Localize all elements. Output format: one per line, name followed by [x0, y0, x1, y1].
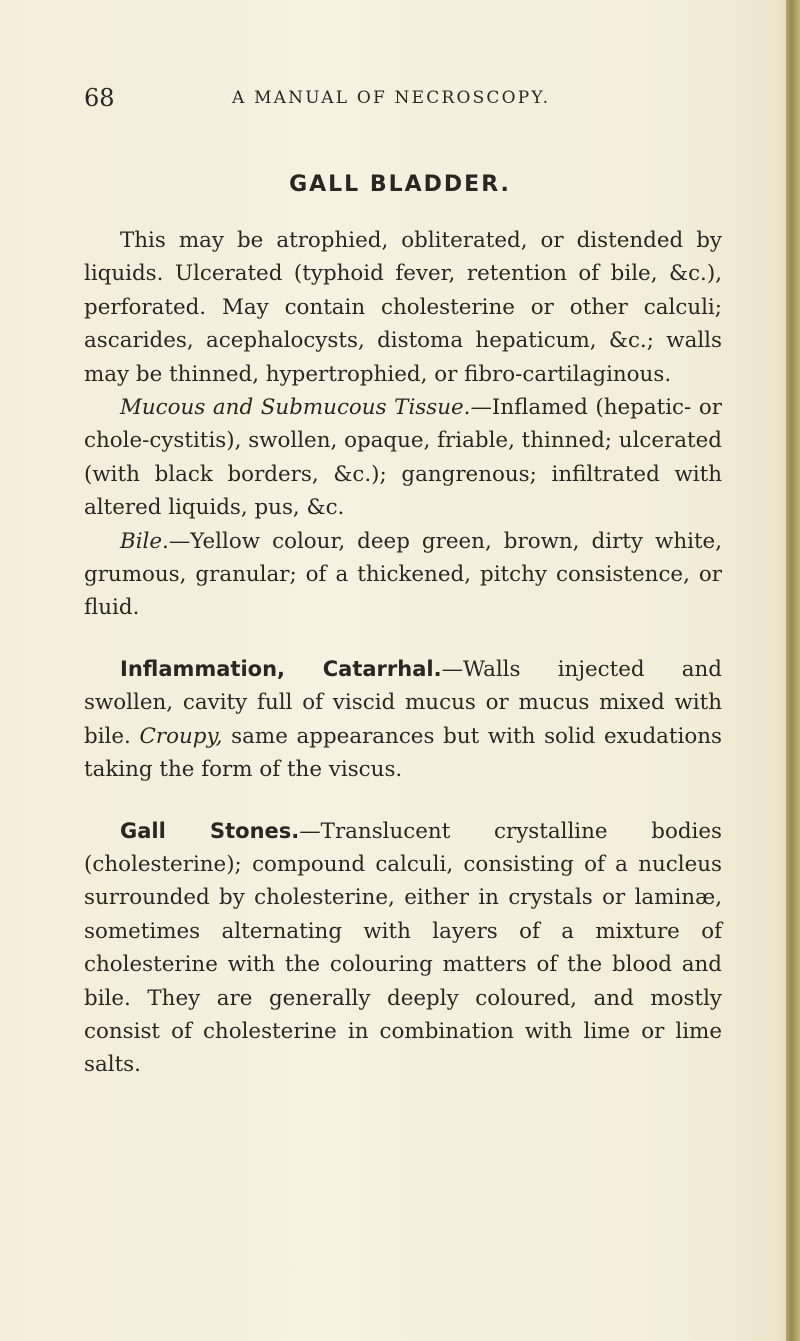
paragraph-italic: Croupy,	[139, 723, 223, 749]
paragraph-gall-stones	[84, 815, 722, 1082]
paragraph-general: This may be atrophied, obliterated, or distended by liquids. Ulcerated (typhoid fever, retention of bile, &c.), perforated. May contain cholesterine or other calculi; ascarides, acephalocysts, distoma hepaticum, &c.; walls may be thinned, hypertrophied, or fibro-cartilaginous.	[84, 228, 722, 387]
paragraph-text: —Translucent crystalline bodies (cholesterine); compound calculi, consisting of a nucleus surrounded by cholesterine, either in crystals or laminæ, sometimes alternating with layers of a mixture of cholesterine with the colouring matters of the blood and bile. They are generally deeply coloured, and mostly consist of cholesterine in combination with lime or lime salts.	[84, 818, 722, 1078]
paragraph-lead: Mucous and Submucous Tissue.	[120, 395, 471, 421]
page-edge	[786, 0, 800, 1341]
page-number: 68	[84, 84, 115, 112]
paragraph-bile	[84, 525, 722, 625]
paragraph-text: same appearances but with solid exudations taking the form of the viscus.	[84, 723, 722, 783]
paragraph-lead: Inflammation, Catarrhal.	[120, 656, 442, 681]
paragraph-text: —Walls injected and swollen, cavity full of viscid mucus or mucus mixed with bile.	[84, 656, 722, 749]
running-head: A MANUAL OF NECROSCOPY.	[232, 88, 551, 108]
paragraph-mucous-tissue	[84, 391, 722, 525]
paragraph-inflammation	[84, 653, 722, 787]
paragraph-text: —Yellow colour, deep green, brown, dirty white, grumous, granular; of a thickened, pitchy consistence, or fluid.	[84, 528, 722, 621]
page-header	[84, 84, 724, 114]
body-text	[84, 224, 722, 1082]
paragraph-lead: Bile.	[120, 528, 169, 554]
paragraph-lead: Gall Stones.	[120, 818, 300, 843]
section-title: GALL BLADDER.	[289, 172, 511, 197]
paragraph-text: —Inflamed (hepatic- or chole-cystitis), swollen, opaque, friable, thinned; ulcerated (with black borders, &c.); gangrenous; infiltrated with altered liquids, pus, &c.	[84, 395, 722, 521]
